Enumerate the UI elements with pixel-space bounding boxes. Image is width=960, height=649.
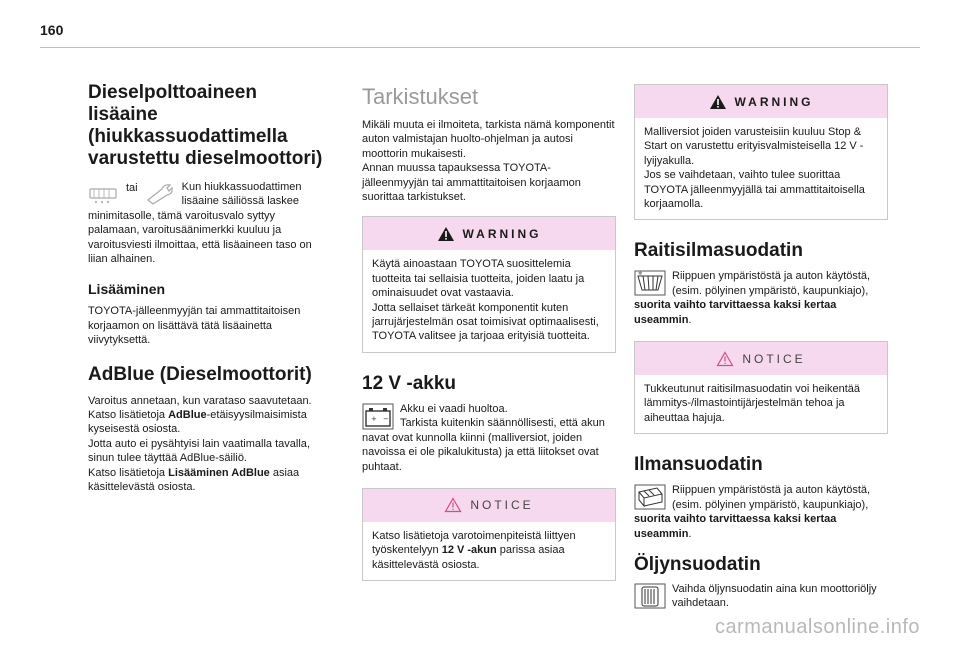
- ilmansuodatin-heading: Ilmansuodatin: [634, 454, 763, 476]
- warning-text: Malliversiot joiden varusteisiin kuuluu Stop & Start on varustettu erityisvalmisteisella 12 V -lyijyakulla. Jos se vaihdetaan, vaihto tulee suorittaa TOYOTA jälleenmyyjällä tai ammattitaitoisella korjaamolla.: [644, 126, 865, 211]
- warning-triangle-icon: [709, 94, 727, 110]
- diesel-additive-heading: Dieselpolttoaineen lisäaine (hiukkassuodattimella varustettu dieselmoottori): [88, 82, 323, 169]
- wrench-warning-icon: [144, 180, 176, 206]
- notice-header: [635, 342, 887, 375]
- notice-body: [363, 522, 615, 580]
- oljynsuodatin-text: Vaihda öljynsuodatin aina kun moottoriöljy vaihdetaan.: [672, 582, 877, 610]
- akku-heading: 12 V -akku: [362, 372, 456, 394]
- oljynsuodatin-block: [634, 582, 888, 611]
- oljynsuodatin-heading: Öljynsuodatin: [634, 553, 761, 575]
- tarkistukset-text: Mikäli muuta ei ilmoiteta, tarkista nämä komponentit auton valmistajan huolto-ohjelman ja autosi moottorin mukaisesti. Annan muussa tapauksessa TOYOTA-jälleenmyyjän tai ammattitaitoisen korjaamon suorittaa tarkistukset.: [362, 119, 615, 204]
- notice-triangle-icon: [716, 351, 734, 367]
- warning-text: Käytä ainoastaan TOYOTA suosittelemia tuotteita tai sellaisia tuotteita, joiden laatu ja ominaisuudet ovat vastaavia. Jotta sellaiset tärkeät komponentit kuten jarrujärjestelmän osat toimisivat optimaalisesti, TOYOTA valitsee ja tarjoaa erityisiä tuotteita.: [372, 258, 599, 343]
- column-1: [88, 82, 328, 495]
- raitisilma-text: Riippuen ympäristöstä ja auton käytöstä, (esim. pölyinen ympäristö, kaupunkiajo), suorita vaihto tarvittaessa kaksi kertaa useammin.: [634, 270, 871, 326]
- warning-header: [363, 217, 615, 250]
- notice-label: NOTICE: [470, 498, 534, 513]
- raitisilma-block: [634, 269, 888, 327]
- adblue-heading: AdBlue (Dieselmoottorit): [88, 363, 312, 385]
- warning-body: [363, 250, 615, 351]
- diesel-tai-label: tai: [126, 182, 138, 194]
- svg-text:−: −: [383, 414, 389, 423]
- warning-header: [635, 85, 887, 118]
- diesel-text-a: Kun hiukkassuodattimen lisäaine säiliössä laskee: [181, 181, 302, 208]
- lisaaminen-text: TOYOTA-jälleenmyyjän tai ammattitaitoisen korjaamon on lisättävä tätä lisäainetta viivytyksettä.: [88, 305, 301, 347]
- warning-box-stopstart: [634, 84, 888, 220]
- notice-body: [635, 375, 887, 433]
- column-3: [634, 84, 888, 611]
- warning-triangle-icon: [437, 226, 455, 242]
- notice-text: Katso lisätietoja varotoimenpiteistä liittyen työskentelyyn 12 V -akun parissa asiaa käsittelevästä osiosta.: [372, 529, 576, 571]
- notice-text: Tukkeutunut raitisilmasuodatin voi heikentää lämmitys-/ilmastointijärjestelmän tehoa ja aiheuttaa hajuja.: [644, 383, 861, 424]
- cabin-filter-icon: [634, 270, 666, 296]
- notice-triangle-icon: [444, 497, 462, 513]
- warning-label: WARNING: [462, 226, 542, 241]
- oil-filter-icon: [634, 583, 666, 609]
- notice-header: [363, 489, 615, 522]
- ilmansuodatin-block: [634, 483, 888, 541]
- svg-text:+: +: [371, 414, 377, 423]
- notice-box-battery: [362, 488, 616, 581]
- battery-icon: [362, 403, 394, 430]
- lisaaminen-heading: Lisääminen: [88, 281, 166, 298]
- notice-box-cabin-filter: [634, 341, 888, 434]
- diesel-filter-warning-icon: [88, 180, 120, 206]
- watermark: carmanualsonline.info: [714, 616, 920, 638]
- air-filter-icon: [634, 484, 666, 510]
- adblue-text: Varoitus annetaan, kun varataso saavutetaan. Katso lisätietoja AdBlue-etäisyysilmaisimista kyseisestä osiosta. Jotta auto ei pysähtyisi lain vaatimalla tavalla, sinun tulee täyttää AdBlue-säiliö. Katso lisätietoja Lisääminen AdBlue asiaa käsittelevästä osiosta.: [88, 394, 312, 494]
- diesel-text-b: minimitasolle, tämä varoitusvalo syttyy palamaan, varoitusäänimerkki kuuluu ja varoitusviesti ilmoittaa, että lisäaineen taso on liian alhainen.: [88, 209, 312, 266]
- diesel-warning-row: [88, 180, 328, 209]
- akku-text: Akku ei vaadi huoltoa. Tarkista kuitenkin säännöllisesti, että akun navat ovat kunnolla kiinni (malliversiot, joiden navoissa ei ole pikalukitusta) ja että liitokset ovat puhtaat.: [362, 402, 605, 473]
- warning-body: [635, 118, 887, 219]
- warning-box-products: [362, 216, 616, 352]
- notice-label: NOTICE: [742, 351, 806, 366]
- warning-label: WARNING: [734, 94, 814, 109]
- raitisilma-heading: Raitisilmasuodatin: [634, 240, 803, 262]
- svg-text:✲: ✲: [638, 271, 643, 278]
- ilmansuodatin-text: Riippuen ympäristöstä ja auton käytöstä, (esim. pölyinen ympäristö, kaupunkiajo), suorita vaihto tarvittaessa kaksi kertaa useammin.: [634, 484, 871, 540]
- page-number: 160: [40, 22, 64, 38]
- column-2: [362, 82, 616, 581]
- akku-block: [362, 402, 616, 474]
- top-divider: [40, 47, 920, 48]
- tarkistukset-heading: Tarkistukset: [362, 84, 479, 109]
